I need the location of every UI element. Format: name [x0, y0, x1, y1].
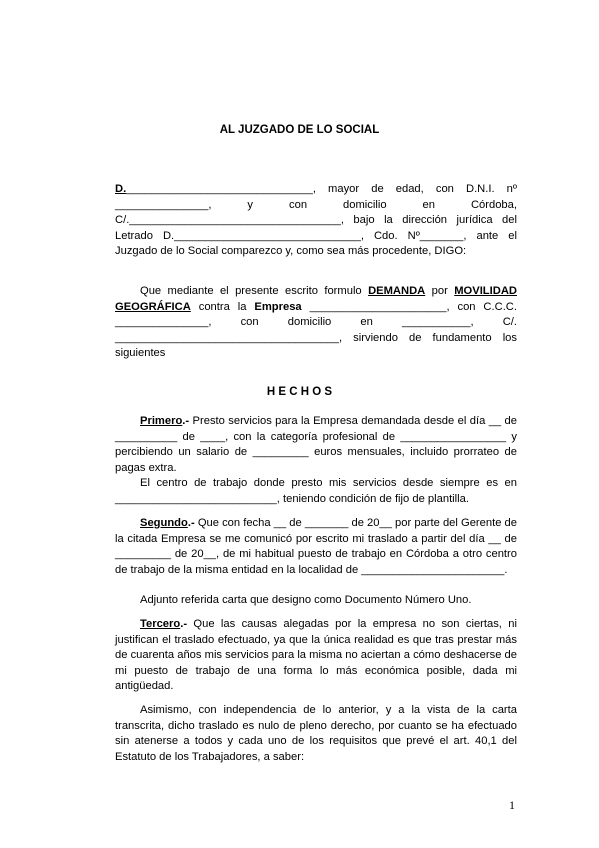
claim-lead: Que mediante el presente escrito formulo [140, 285, 369, 297]
document-title: AL JUZGADO DE LO SOCIAL [219, 124, 380, 136]
segundo-paragraph-2: Adjunto referida carta que designo como Documento Número Uno. [140, 594, 472, 606]
primero-paragraph [115, 414, 517, 476]
tercero-paragraph [115, 617, 517, 695]
segundo-label: Segundo [140, 517, 188, 529]
asimismo-paragraph: Asimismo, con independencia de lo anterior, y a la vista de la carta transcrita, dicho traslado es nulo de pleno derecho, por cuanto se ha efectuado sin atenerse a todos y cada uno de los requisitos que prevé el art. 40,1 del Estatuto de los Trabajadores, a saber: [115, 704, 517, 763]
name-label: D. [115, 183, 127, 195]
tercero-text: Que las causas alegadas por la empresa no son ciertas, ni justifican el traslado efectuado, ya que la única realidad es que tras prestar más de cuarenta años mis servicios para la misma no aciertan a cómo deshacerse de mi puesto de trabajo de una forma lo más económica posible, dada mi antigüedad. [115, 618, 517, 693]
segundo-sep: .- [187, 517, 198, 529]
demanda-label: DEMANDA [368, 285, 426, 297]
primero-label: Primero [140, 415, 183, 427]
claim-contra: contra la [190, 300, 255, 313]
intro-text: ______________________________, mayor de edad, con D.N.I. nº _______________, y con domicilio en Córdoba, C/.__________________________________, bajo la dirección jurídica del Letrado D.______________________________, Cdo. Nº_______, ante el Juzgado de lo Social comparezco y, como sea más procedente, DIGO: [115, 183, 517, 258]
segundo-paragraph [115, 516, 517, 578]
tercero-label: Tercero [140, 618, 181, 630]
claim-por: por [425, 285, 455, 297]
tercero-sep: .- [180, 618, 194, 630]
primero-sep: .- [182, 415, 193, 427]
movilidad-label: MOVILIDAD GEOGRÁFICA [115, 285, 517, 313]
claim-paragraph [115, 284, 517, 362]
primero-text: Presto servicios para la Empresa demandada desde el día __ de __________ de ____, con la categoría profesional de _________________ y percibiendo un salario de _________ euros mensuales, incluido prorrateo de pagas extra. [115, 415, 517, 474]
claim-rest: ______________________, con C.C.C. _______________, con domicilio en ___________, C/. ____________________________________, sirviendo de fundamento los siguientes [115, 300, 517, 360]
empresa-label: Empresa [254, 300, 302, 313]
hechos-title: H E C H O S [266, 386, 333, 398]
page-number: 1 [509, 798, 515, 812]
primero-paragraph-2: El centro de trabajo donde presto mis servicios desde siempre es en __________________________, teniendo condición de fijo de plantilla. [115, 477, 517, 505]
segundo-text: Que con fecha __ de _______ de 20__ por parte del Gerente de la citada Empresa se me comunicó por escrito mi traslado a partir del día __ de _________ de 20__, de mi habitual puesto de trabajo en Córdoba a otro centro de trabajo de la misma entidad en la localidad de _______________________. [115, 517, 517, 576]
intro-paragraph [115, 182, 517, 260]
